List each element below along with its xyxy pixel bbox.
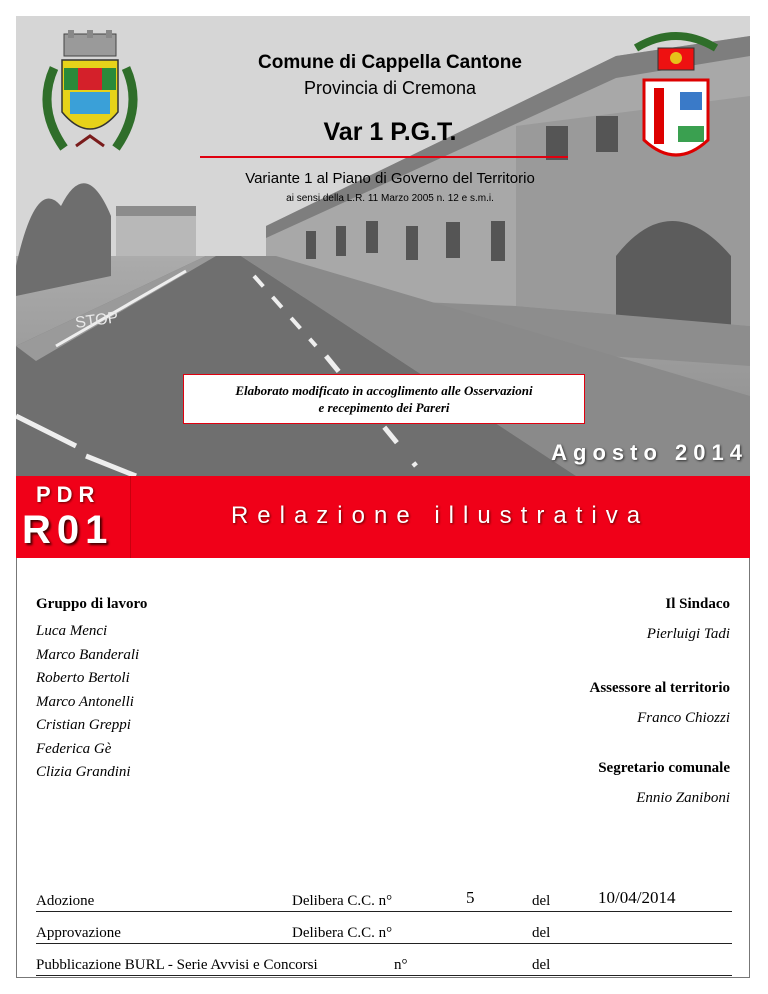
coat-of-arms-left-icon [34,28,146,160]
title-underline [200,156,568,158]
assessor-name: Franco Chiozzi [637,710,730,726]
team-list [36,620,139,785]
team-member: Roberto Bertoli [36,670,130,686]
svg-text:STOP: STOP [74,309,120,332]
secretary-heading: Segretario comunale [598,760,730,776]
mayor-heading: Il Sindaco [665,596,730,612]
team-member: Marco Antonelli [36,693,134,710]
team-member: Cristian Greppi [36,717,131,733]
mayor-name: Pierluigi Tadi [646,626,730,642]
approval-del: del [532,957,551,973]
notice-box [183,374,585,424]
band-code-small: PDR [36,482,101,507]
approval-ref: Delibera C.C. n° [292,893,393,909]
approval-ref: n° [394,957,408,973]
coat-of-arms-right-icon [628,30,724,162]
approval-label: Adozione [36,893,95,909]
approval-number: 5 [466,888,475,907]
team-member: Federica Gè [36,740,112,757]
assessor-heading: Assessore al territorio [589,680,730,696]
approval-del: del [532,925,551,941]
team-member: Luca Menci [36,623,108,639]
approval-label: Pubblicazione BURL - Serie Avvisi e Concorsi [36,957,318,973]
approval-row-publication [36,950,732,976]
approval-ref: Delibera C.C. n° [292,925,393,941]
approval-date: 10/04/2014 [598,888,676,907]
band-title: Relazione illustrativa [230,502,650,529]
secretary-name: Ennio Zaniboni [636,790,730,806]
team-member: Marco Banderali [36,646,140,663]
municipality-name: Comune di Cappella Cantone [258,52,522,73]
province-name: Provincia di Cremona [303,78,477,98]
legal-reference: ai sensi della L.R. 11 Marzo 2005 n. 12 e s.m.i. [286,193,494,204]
notice-line-2: e recepimento dei Pareri [318,400,450,415]
band-divider [130,476,131,558]
approval-row-approval [36,918,732,944]
document-subtitle: Variante 1 al Piano di Governo del Territorio [245,170,535,187]
notice-line-1: Elaborato modificato in accoglimento alle Osservazioni [235,383,533,398]
date-label: Agosto 2014 [551,440,748,465]
team-member: Clizia Grandini [36,764,131,780]
approval-row-adoption [36,886,732,912]
document-title: Var 1 P.G.T. [323,118,457,146]
band-code-large: R01 [22,508,114,552]
approval-label: Approvazione [36,925,121,941]
approval-del: del [532,893,551,909]
team-heading: Gruppo di lavoro [36,596,148,612]
